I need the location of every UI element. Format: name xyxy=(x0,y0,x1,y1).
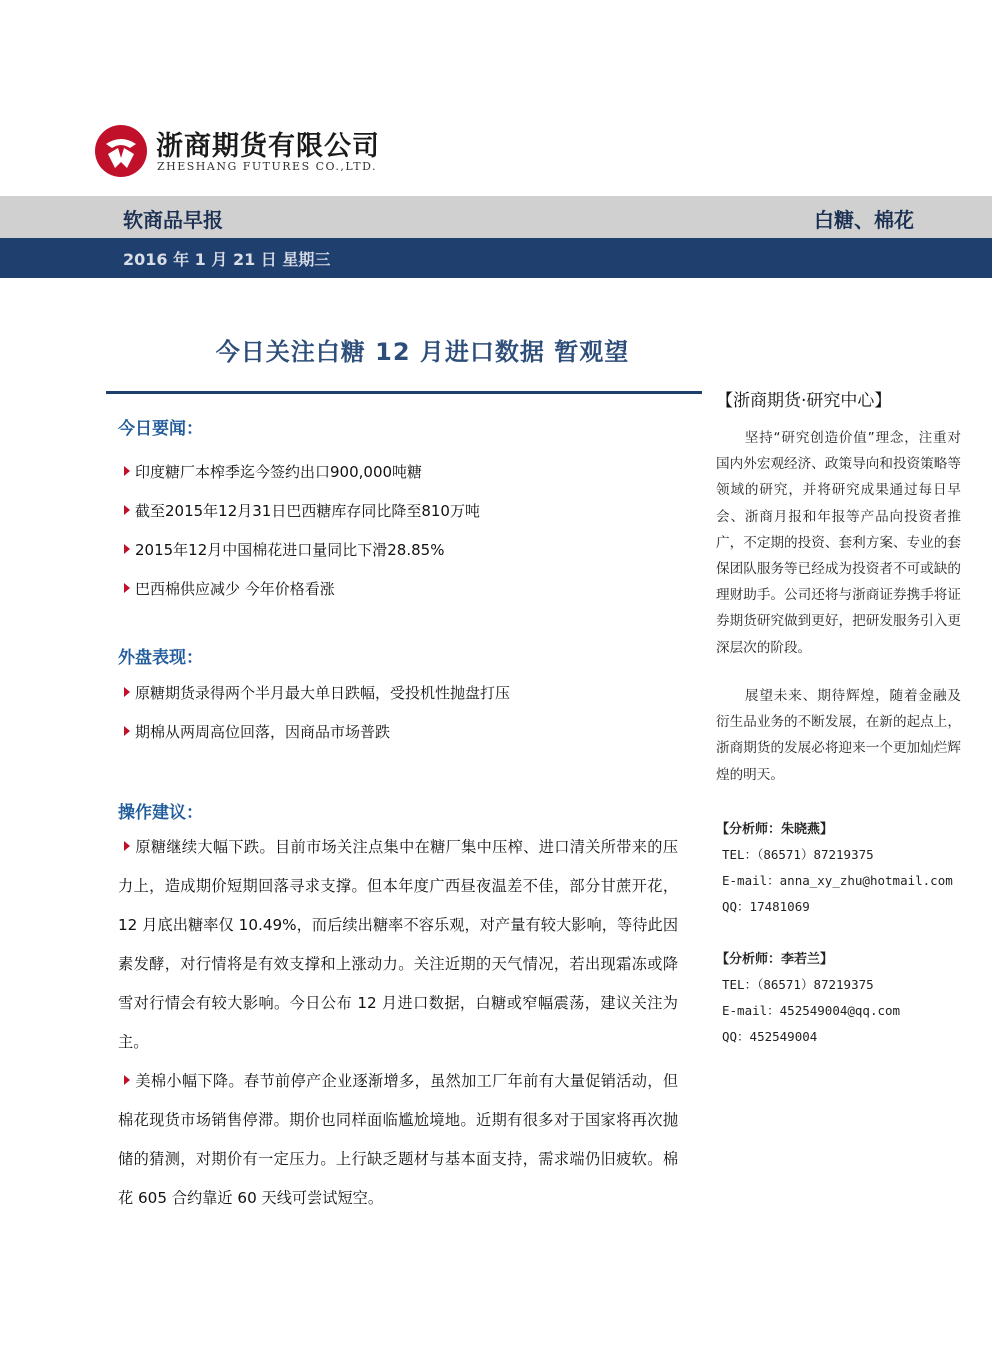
company-name-cn: 浙商期货有限公司 xyxy=(156,131,380,162)
bullet-icon xyxy=(124,544,130,554)
report-date: 2016 年 1 月 21 日 星期三 xyxy=(123,250,331,269)
report-type: 软商品早报 xyxy=(123,208,223,232)
research-center-heading: 【浙商期货·研究中心】 xyxy=(716,391,892,411)
date-band xyxy=(0,238,992,278)
analyst-qq: QQ：452549004 xyxy=(722,1029,818,1044)
news-item: 截至2015年12月31日巴西糖库存同比降至810万吨 xyxy=(124,500,480,521)
title-divider xyxy=(106,391,702,394)
analyst-qq: QQ：17481069 xyxy=(722,899,810,914)
analyst-name: 【分析师：李若兰】 xyxy=(716,952,834,967)
advice-heading: 操作建议： xyxy=(118,803,203,823)
news-item: 印度糖厂本榨季迄今签约出口900,000吨糖 xyxy=(124,461,422,482)
advice-sugar: 原糖继续大幅下跌。目前市场关注点集中在糖厂集中压榨、进口清关所带来的压力上，造成期价短期回落寻求支撑。但本年度广西昼夜温差不佳，部分甘蔗开花，12 月底出糖率仅 10.49%，而后续出糖率不容乐观，对产量有较大影响，等待此因素发酵，对行情将是有效支撑和上涨动力。关注近期的天气情况，若出现霜冻或降雪对行情会有较大影响。今日公布 12 月进口数据，白糖或窄幅震荡，建议关注为主。 xyxy=(118,838,678,1051)
report-type-band xyxy=(0,196,992,238)
bullet-icon xyxy=(124,505,130,515)
external-item: 期棉从两周高位回落，因商品市场普跌 xyxy=(124,721,390,742)
bullet-icon xyxy=(124,841,130,851)
company-emblem-icon xyxy=(94,124,148,178)
analyst-tel: TEL：（86571）87219375 xyxy=(722,977,874,992)
bullet-icon xyxy=(124,1075,130,1085)
bullet-icon xyxy=(124,466,130,476)
analyst-email[interactable]: E-mail：anna_xy_zhu@hotmail.com xyxy=(722,873,953,888)
company-name-en: ZHESHANG FUTURES CO.,LTD. xyxy=(157,160,378,173)
advice-cotton: 美棉小幅下降。春节前停产企业逐渐增多，虽然加工厂年前有大量促销活动，但棉花现货市场销售停滞。期价也同样面临尴尬境地。近期有很多对于国家将再次抛储的猜测，对期价有一定压力。上行缺乏题材与基本面支持，需求端仍旧疲软。棉花 605 合约靠近 60 天线可尝试短空。 xyxy=(118,1072,678,1207)
news-item: 2015年12月中国棉花进口量同比下滑28.85% xyxy=(124,539,444,560)
external-item: 原糖期货录得两个半月最大单日跌幅，受投机性抛盘打压 xyxy=(124,682,510,703)
analyst-tel: TEL：（86571）87219375 xyxy=(722,847,874,862)
commodities: 白糖、棉花 xyxy=(814,208,914,232)
analyst-name: 【分析师：朱晓燕】 xyxy=(716,822,834,837)
bullet-icon xyxy=(124,687,130,697)
research-intro: 坚持“研究创造价值”理念，注重对国内外宏观经济、政策导向和投资策略等领域的研究，并将研究成果通过每日早会、浙商月报和年报等产品向投资者推广，不定期的投资、套利方案、专业的套保团队服务等已经成为投资者不可或缺的理财助手。公司还将与浙商证券携手将证券期货研究做到更好，把研发服务引入更深层次的阶段。 xyxy=(716,430,961,656)
bullet-icon xyxy=(124,583,130,593)
analyst-email[interactable]: E-mail：452549004@qq.com xyxy=(722,1003,901,1018)
research-outlook: 展望未来、期待辉煌，随着金融及衍生品业务的不断发展，在新的起点上，浙商期货的发展必将迎来一个更加灿烂辉煌的明天。 xyxy=(716,688,961,783)
bullet-icon xyxy=(124,726,130,736)
company-logo xyxy=(94,120,384,180)
news-item: 巴西棉供应减少 今年价格看涨 xyxy=(124,578,335,599)
report-title: 今日关注白糖 12 月进口数据 暂观望 xyxy=(215,338,630,366)
external-heading: 外盘表现： xyxy=(118,648,203,668)
news-heading: 今日要闻： xyxy=(118,419,203,439)
